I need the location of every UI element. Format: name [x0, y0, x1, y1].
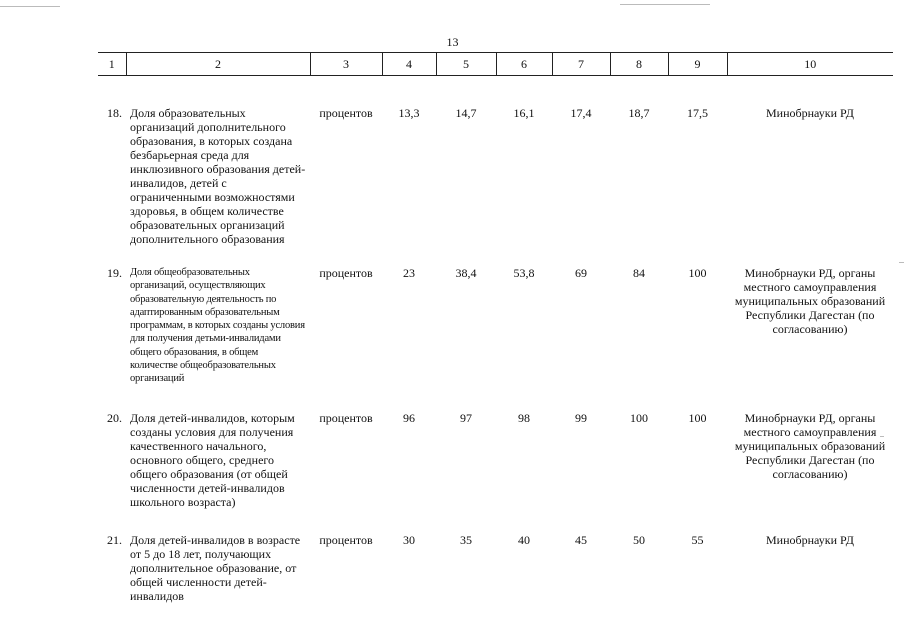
value-cell: 100	[688, 411, 707, 425]
col-header-3: 3	[310, 53, 382, 76]
value-cell: 16,1	[513, 106, 535, 120]
col-header-7: 7	[552, 53, 610, 76]
value-cell: 45	[575, 533, 587, 547]
scan-artifact	[0, 6, 60, 7]
responsible-cell: Минобрнауки РД, органы местного самоуправления муниципальных образований Республики Дагестан (по согласованию)	[734, 266, 886, 336]
header-row	[98, 53, 893, 76]
col-header-4: 4	[382, 53, 436, 76]
unit-cell: процентов	[319, 533, 373, 547]
col-header-9: 9	[668, 53, 727, 76]
scan-artifact	[880, 436, 884, 437]
value-cell: 96	[403, 411, 415, 425]
value-cell: 30	[403, 533, 415, 547]
table-row	[98, 76, 893, 255]
value-cell: 100	[688, 266, 707, 280]
table-row	[98, 254, 893, 399]
value-cell: 50	[633, 533, 645, 547]
row-number: 19.	[107, 266, 122, 280]
table-row	[98, 399, 893, 519]
value-cell: 38,4	[455, 266, 477, 280]
value-cell: 100	[630, 411, 648, 425]
col-header-1: 1	[98, 53, 126, 76]
col-header-8: 8	[610, 53, 668, 76]
page-number: 13	[446, 35, 459, 49]
unit-cell: процентов	[319, 411, 373, 425]
responsible-cell: Минобрнауки РД	[766, 533, 854, 547]
value-cell: 55	[691, 533, 704, 547]
scan-artifact	[899, 262, 904, 263]
col-header-6: 6	[496, 53, 552, 76]
col-header-10: 10	[727, 53, 893, 76]
col-header-5: 5	[436, 53, 496, 76]
row-number: 20.	[107, 411, 122, 425]
value-cell: 17,4	[570, 106, 592, 120]
value-cell: 14,7	[455, 106, 477, 120]
value-cell: 53,8	[513, 266, 535, 280]
value-cell: 18,7	[628, 106, 650, 120]
value-cell: 23	[403, 266, 415, 280]
row-number: 21.	[107, 533, 122, 547]
indicator-name: Доля общеобразовательных организаций, осуществляющих образовательную деятельность по адаптированным образовательным программам, в которых созданы условия для получения детьми-инвалидами общего образования, в общем количестве общеобразовательных организаций	[130, 267, 305, 385]
value-cell: 13,3	[398, 106, 420, 120]
indicator-name: Доля детей-инвалидов, которым созданы условия для получения качественного начального, основного общего, среднего общего образования (от общей численности детей-инвалидов школьного возраста)	[130, 411, 295, 509]
value-cell: 17,5	[687, 106, 708, 120]
value-cell: 40	[518, 533, 530, 547]
value-cell: 97	[460, 411, 472, 425]
value-cell: 69	[575, 266, 587, 280]
value-cell: 84	[633, 266, 645, 280]
col-header-2: 2	[126, 53, 310, 76]
table-row	[98, 519, 893, 603]
indicator-name: Доля детей-инвалидов в возрасте от 5 до 18 лет, получающих дополнительное образование, от общей численности детей-инвалидов	[130, 533, 301, 603]
value-cell: 35	[460, 533, 472, 547]
unit-cell: процентов	[319, 106, 373, 120]
responsible-cell: Минобрнауки РД, органы местного самоуправления муниципальных образований Республики Дагестан (по согласованию)	[734, 411, 886, 481]
unit-cell: процентов	[319, 266, 373, 280]
value-cell: 99	[575, 411, 587, 425]
responsible-cell: Минобрнауки РД	[766, 106, 854, 120]
indicator-name: Доля образовательных организаций дополнительного образования, в которых создана безбарьерная среда для инклюзивного образования детей-инвалидов, детей с ограниченными возможностями здоровья, в общем количестве образовательных организаций дополнительного образования	[130, 106, 306, 246]
value-cell: 98	[518, 411, 530, 425]
row-number: 18.	[107, 106, 122, 120]
scan-artifact	[620, 4, 710, 5]
indicators-table	[98, 52, 893, 603]
